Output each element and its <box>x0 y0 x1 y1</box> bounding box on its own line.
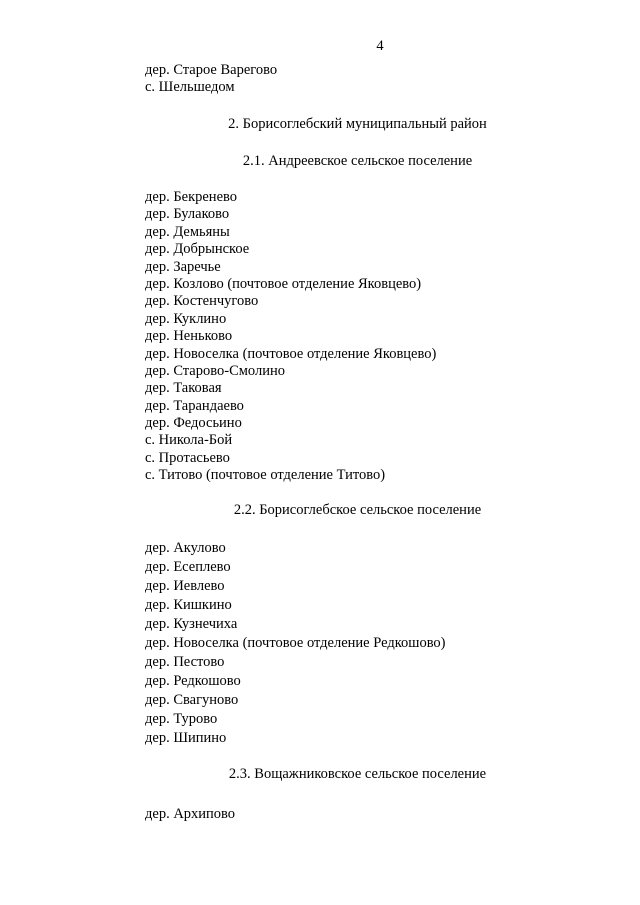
top-list <box>145 62 277 97</box>
list-item: дер. Демьяны <box>145 223 230 240</box>
list-item: дер. Тарандаево <box>145 397 244 414</box>
list-item: дер. Пестово <box>145 654 225 670</box>
list-item: дер. Есеплево <box>145 559 231 575</box>
list-item: дер. Неньково <box>145 328 233 345</box>
list-item: дер. Новоселка (почтовое отделение Яковцево) <box>145 345 437 362</box>
list-item: дер. Заречье <box>145 258 221 275</box>
list-item: дер. Федосьино <box>145 415 242 432</box>
section-heading-2-1: 2.1. Андреевское сельское поселение <box>242 153 473 169</box>
list-item: дер. Костенчугово <box>145 293 259 310</box>
list-item: с. Никола-Бой <box>145 432 233 449</box>
list-item: дер. Архипово <box>145 806 236 822</box>
list-item: с. Титово (почтовое отделение Титово) <box>145 467 386 484</box>
list-item: дер. Кузнечиха <box>145 616 238 632</box>
list-item: дер. Козлово (почтовое отделение Яковцево) <box>145 275 422 292</box>
list-item: дер. Иевлево <box>145 578 225 594</box>
list-item: дер. Редкошово <box>145 673 241 689</box>
list-item: дер. Булаково <box>145 206 230 223</box>
list-item: с. Шельшедом <box>145 79 235 96</box>
list-item: дер. Таковая <box>145 380 222 397</box>
section-heading-2-3: 2.3. Вощажниковское сельское поселение <box>228 766 487 782</box>
page-number: 4 <box>376 38 384 54</box>
list-item: дер. Кишкино <box>145 597 232 613</box>
list-item: дер. Акулово <box>145 540 226 556</box>
section-2-1-list <box>145 189 436 485</box>
list-item: дер. Бекренево <box>145 189 237 205</box>
section-2-3-list <box>145 806 235 823</box>
list-item: дер. Куклино <box>145 310 227 327</box>
list-item: дер. Турово <box>145 711 218 727</box>
list-item: с. Протасьево <box>145 449 230 466</box>
list-item: дер. Новоселка (почтовое отделение Редкошово) <box>145 635 446 651</box>
section-2-2-list <box>145 539 446 748</box>
list-item: дер. Свагуново <box>145 692 239 708</box>
list-item: дер. Шипино <box>145 730 227 746</box>
list-item: дер. Добрынское <box>145 241 250 258</box>
district-heading: 2. Борисоглебский муниципальный район <box>228 116 487 132</box>
list-item: дер. Старово-Смолино <box>145 362 285 379</box>
section-heading-2-2: 2.2. Борисоглебское сельское поселение <box>233 502 482 518</box>
list-item: дер. Старое Варегово <box>145 62 278 78</box>
